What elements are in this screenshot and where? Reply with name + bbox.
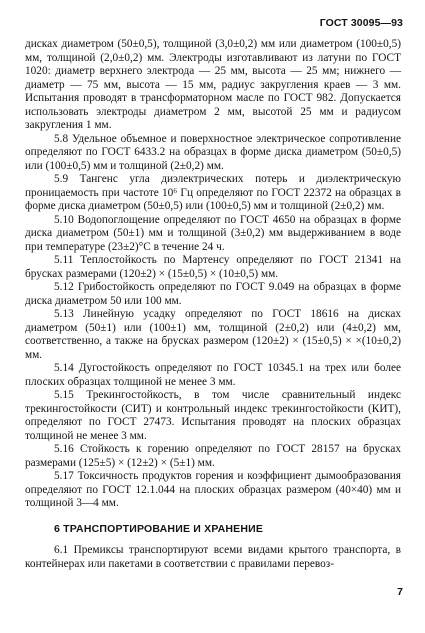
paragraph-5-17: 5.17 Токсичность продуктов горения и коэффициент дымообразования определяют по ГОСТ 12.1.044 на плоских образцах размером (40×40) мм и толщиной 3—4 мм.	[25, 470, 401, 509]
paragraph-5-14: 5.14 Дугостойкость определяют по ГОСТ 10345.1 на трех или более плоских образцах толщиной не менее 3 мм.	[25, 362, 401, 388]
paragraph-5-10: 5.10 Водопоглощение определяют по ГОСТ 4650 на образцах в форме диска диаметром (50±1) мм и толщиной (3±0,2) мм выдерживанием в воде при температуре (23±2)°С в течение 24 ч.	[25, 213, 401, 253]
paragraph-5-15: 5.15 Трекингостойкость, в том числе сравнительный индекс трекингостойкости (СИТ) и контрольный индекс трекингостойкости (КИТ), определяют по ГОСТ 27473. Испытания проводят на плоских образцах толщиной не менее 3 мм.	[25, 389, 401, 442]
paragraph-5-12: 5.12 Грибостойкость определяют по ГОСТ 9.049 на образцах в форме диска диаметром 50 или 100 мм.	[25, 281, 401, 307]
page-number: 7	[397, 586, 403, 598]
paragraph-5-16: 5.16 Стойкость к горению определяют по ГОСТ 28157 на брусках размерами (125±5) × (12±2) × (5±1) мм.	[25, 443, 401, 469]
document-code-header: ГОСТ 30095—93	[319, 17, 403, 29]
paragraph-5-11: 5.11 Теплостойкость по Мартенсу определяют по ГОСТ 21341 на брусках размерами (120±2) × (15±0,5) × (10±0,5) мм.	[25, 254, 401, 280]
paragraph-continuation: дисках диаметром (50±0,5), толщиной (3,0±0,2) мм или диаметром (100±0,5) мм, толщиной (2,0±0,2) мм. Электроды изготавливают из латуни по ГОСТ 1020: диаметр верхнего электрода — 25 мм, высота — 25 мм; нижнего — диаметр — 75 мм, высота — 15 мм, радиус закругления краев — 3 мм. Испытания проводят в трансформаторном масле по ГОСТ 982. Допускается использовать электроды диаметром 2 мм, высотой 25 мм и радиусом закругления 1 мм.	[25, 38, 401, 131]
paragraph-5-13: 5.13 Линейную усадку определяют по ГОСТ 18616 на дисках диаметром (50±1) или (100±1) мм, толщиной (2±0,2) или (4±0,2) мм, соответственно, а также на брусках размером (120±2) × (15±0,5) × ×(10±0,2) мм.	[25, 308, 401, 361]
paragraph-6-1: 6.1 Премиксы транспортируют всеми видами крытого транспорта, в контейнерах или пакетами в соответствии с правилами перевоз-	[25, 544, 401, 570]
section-heading: 6 ТРАНСПОРТИРОВАНИЕ И ХРАНЕНИЕ	[54, 522, 264, 535]
paragraph-5-8: 5.8 Удельное объемное и поверхностное электрическое сопротивление определяют по ГОСТ 6433.2 на образцах в форме диска диаметром (50±0,5) или (100±0,5) мм и толщиной (2±0,2) мм.	[25, 132, 401, 172]
paragraph-5-9: 5.9 Тангенс угла диэлектрических потерь и диэлектрическую проницаемость при частоте 10⁶ Гц определяют по ГОСТ 22372 на образцах в форме диска диаметром (50±0,5) или (100±0,5) мм и толщиной (2±0,2) мм.	[25, 173, 401, 212]
document-body	[25, 38, 401, 571]
